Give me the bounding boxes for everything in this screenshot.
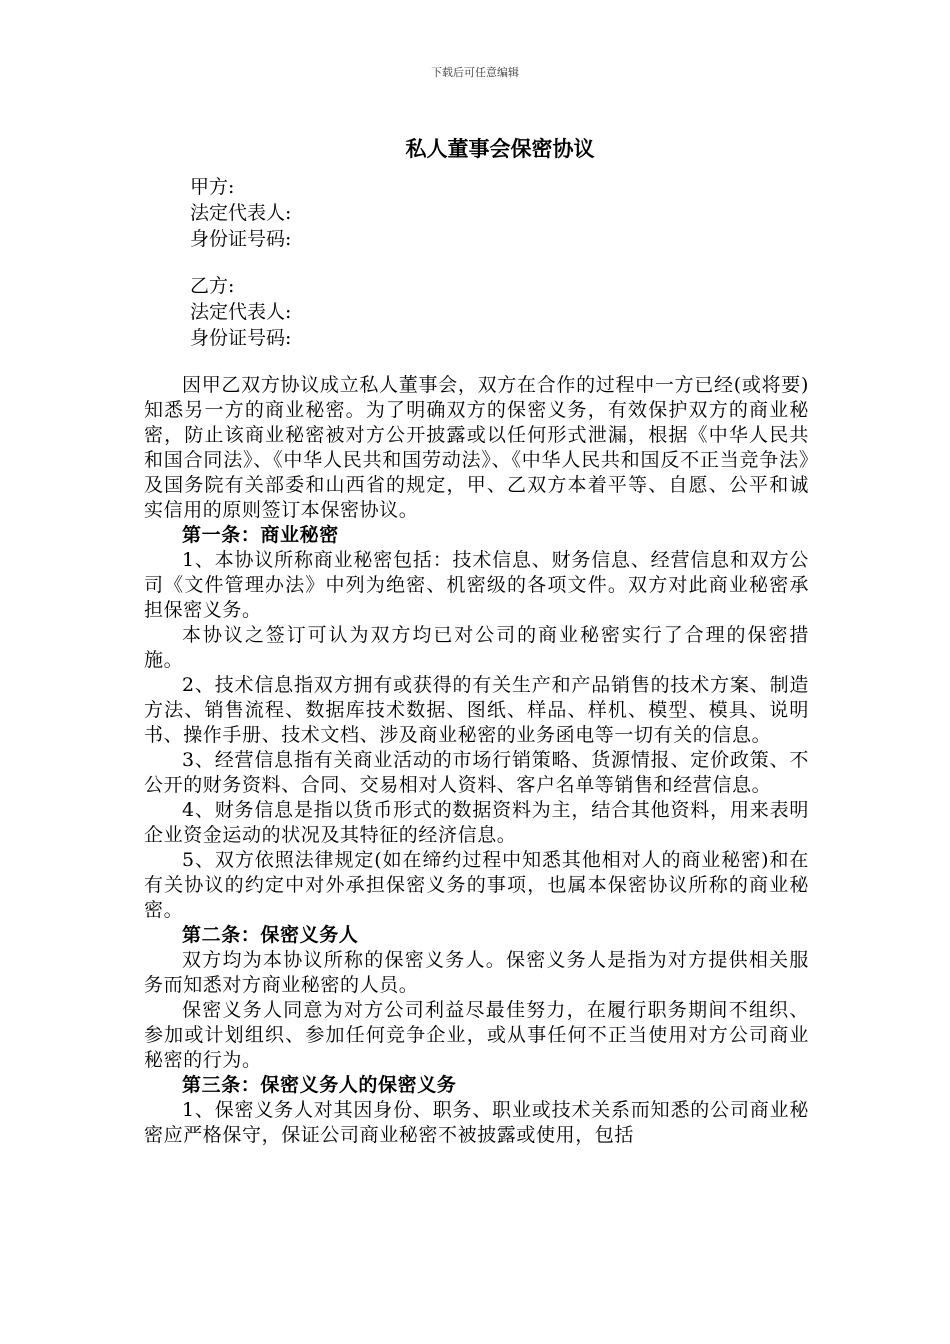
- party-b-name-label: 乙方:: [190, 275, 235, 297]
- party-b-id-label: 身份证号码:: [190, 327, 292, 349]
- article-2-paragraph: 双方均为本协议所称的保密义务人。保密义务人是指为对方提供相关服务而知悉对方商业秘密的人员。: [144, 949, 809, 996]
- article-1-paragraph: 1、本协议所称商业秘密包括：技术信息、财务信息、经营信息和双方公司《文件管理办法》中列为绝密、机密级的各项文件。双方对此商业秘密承担保密义务。: [144, 549, 809, 621]
- party-a-block: [190, 174, 590, 252]
- preamble-paragraph: 因甲乙双方协议成立私人董事会，双方在合作的过程中一方已经(或将要)知悉另一方的商业秘密。为了明确双方的保密义务，有效保护双方的商业秘密，防止该商业秘密被对方公开披露或以任何形式泄漏，根据《中华人民共和国合同法》、《中华人民共和国劳动法》、《中华人民共和国反不正当竞争法》及国务院有关部委和山西省的规定，甲、乙双方本着平等、自愿、公平和诚实信用的原则签订本保密协议。: [144, 374, 809, 521]
- article-2-heading: 第二条：保密义务人: [182, 924, 359, 946]
- article-1-paragraph: 本协议之签订可认为双方均已对公司的商业秘密实行了合理的保密措施。: [144, 624, 809, 671]
- article-1-paragraph: 2、技术信息指双方拥有或获得的有关生产和产品销售的技术方案、制造方法、销售流程、数据库技术数据、图纸、样品、样机、模型、模具、说明书、操作手册、技术文档、涉及商业秘密的业务函电等一切有关的信息。: [144, 674, 809, 746]
- header-note: 下载后可任意编辑: [431, 66, 519, 79]
- article-1-paragraph: 3、经营信息指有关商业活动的市场行销策略、货源情报、定价政策、不公开的财务资料、合同、交易相对人资料、客户名单等销售和经营信息。: [144, 749, 809, 796]
- party-a-representative-label: 法定代表人:: [190, 202, 292, 224]
- agreement-body: [144, 373, 809, 1148]
- party-a-id-label: 身份证号码:: [190, 228, 292, 250]
- article-2-paragraph: 保密义务人同意为对方公司利益尽最佳努力，在履行职务期间不组织、参加或计划组织、参加任何竞争企业，或从事任何不正当使用对方公司商业秘密的行为。: [144, 999, 809, 1071]
- document-title: 私人董事会保密协议: [405, 136, 595, 161]
- party-b-block: [190, 273, 590, 351]
- article-1-heading: 第一条：商业秘密: [182, 524, 339, 546]
- article-3-heading: 第三条：保密义务人的保密义务: [182, 1074, 457, 1096]
- article-1-paragraph: 5、双方依照法律规定(如在缔约过程中知悉其他相对人的商业秘密)和在有关协议的约定中对外承担保密义务的事项，也属本保密协议所称的商业秘密。: [144, 849, 809, 921]
- party-b-representative-label: 法定代表人:: [190, 301, 292, 323]
- party-a-name-label: 甲方:: [190, 176, 235, 198]
- article-3-paragraph: 1、保密义务人对其因身份、职务、职业或技术关系而知悉的公司商业秘密应严格保守，保证公司商业秘密不被披露或使用，包括: [144, 1099, 809, 1146]
- article-1-paragraph: 4、财务信息是指以货币形式的数据资料为主，结合其他资料，用来表明企业资金运动的状况及其特征的经济信息。: [144, 799, 809, 846]
